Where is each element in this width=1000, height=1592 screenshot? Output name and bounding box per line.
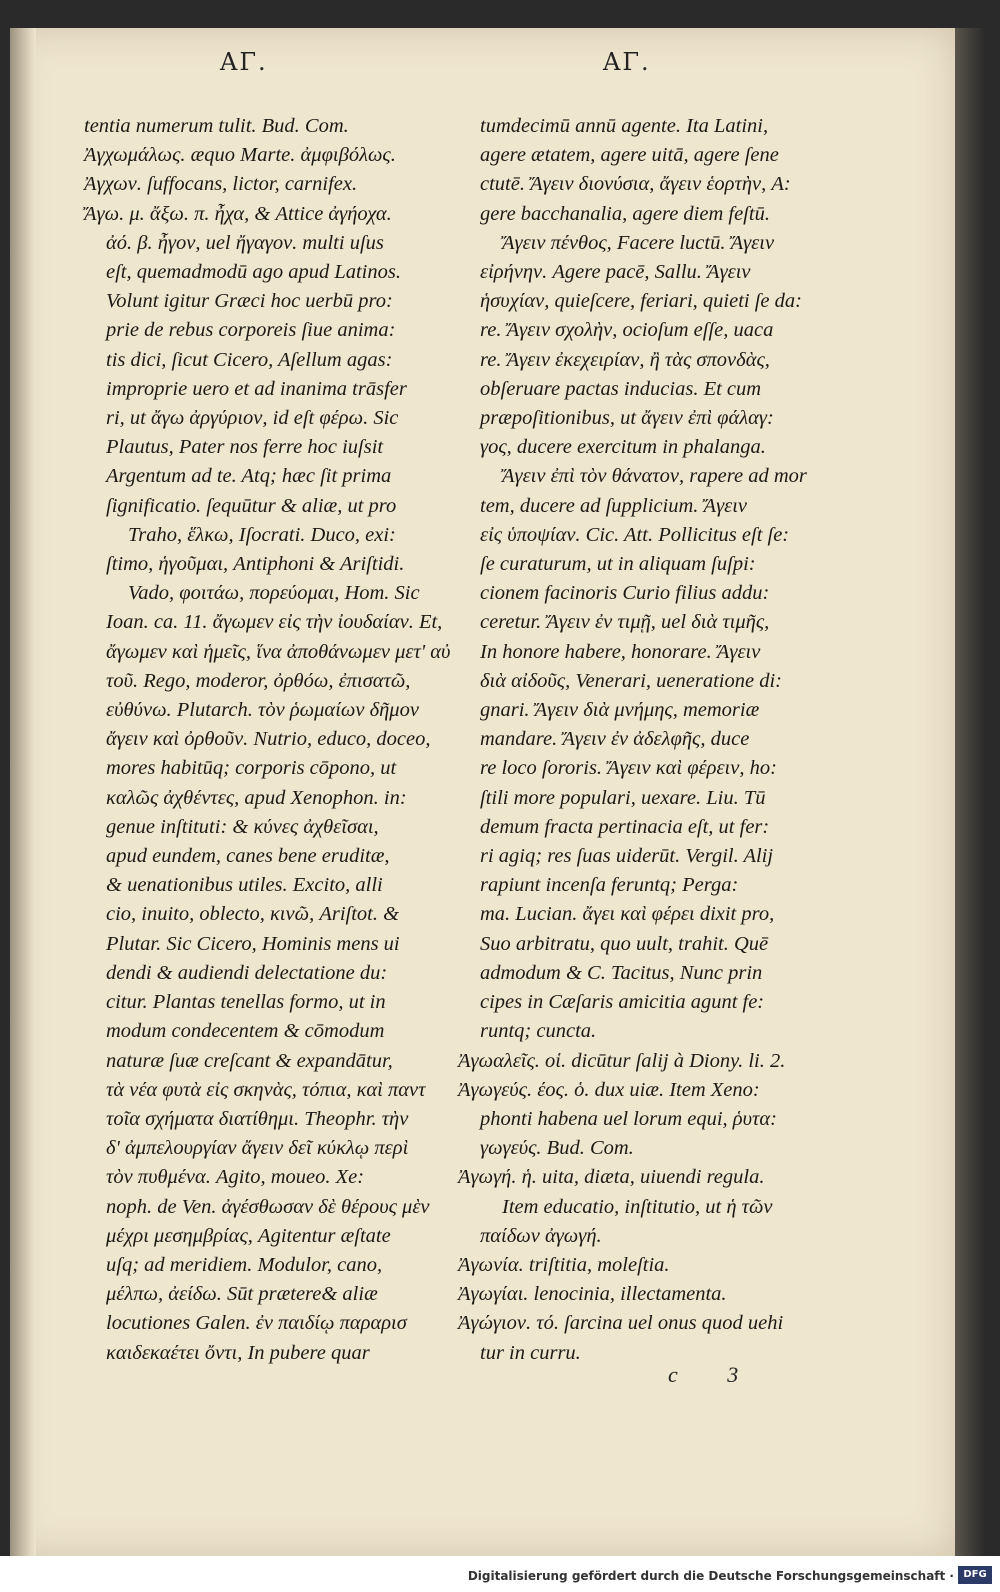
- text-line: Argentum ad te. Atq; hæc ſit prima: [106, 465, 392, 488]
- running-head-left: ΑΓ.: [220, 48, 268, 76]
- text-line: παίδων ἀγωγή.: [480, 1224, 602, 1247]
- text-line: naturæ ſuæ creſcant & expandātur,: [106, 1049, 393, 1072]
- text-line: modum condecentem & cōmodum: [106, 1020, 385, 1043]
- page-fold: [10, 28, 36, 1556]
- text-line: tem, ducere ad ſupplicium. Ἄγειν: [480, 494, 748, 517]
- text-line: mores habitūq; corporis cōpono, ut: [106, 757, 397, 780]
- text-line: cionem facinoris Curio filius addu:: [480, 582, 770, 605]
- text-line: Ἀγωαλεῖς. οἱ. dicūtur ſalij à Diony. li. 2.: [458, 1049, 786, 1072]
- text-line: admodum & C. Tacitus, Nunc prin: [480, 961, 763, 984]
- text-line: improprie uero et ad inanima trāsfer: [106, 377, 407, 400]
- text-line: τοῖα σχήματα διατίθημι. Theophr. τὴν: [106, 1107, 409, 1130]
- text-line: ἡσυχίαν, quieſcere, feriari, quieti ſe da:: [480, 290, 802, 313]
- text-line: runtq; cuncta.: [480, 1020, 597, 1043]
- text-line: In honore habere, honorare. Ἄγειν: [480, 640, 761, 663]
- text-line: Ἄγειν ἐπὶ τὸν θάνατον, rapere ad mor: [502, 465, 807, 488]
- text-line: locutiones Galen. ἐν παιδίῳ παραρισ: [106, 1312, 407, 1335]
- text-line: ſtimo, ἡγοῦμαι, Antiphoni & Ariſtidi.: [106, 553, 405, 576]
- text-line: εὐθύνω. Plutarch. τὸν ῥωμαίων δῆμον: [106, 699, 419, 722]
- text-line: δ' ἀμπελουργίαν ἄγειν δεῖ κύκλῳ περὶ: [106, 1137, 409, 1160]
- text-line: re. Ἄγειν ἐκεχειρίαν, ἢ τὰς σπονδὰς,: [480, 348, 770, 371]
- text-line: τοῦ. Rego, moderor, ὀρθόω, ἐπισατῶ,: [106, 669, 411, 692]
- signature-mark: c 3: [668, 1362, 761, 1387]
- text-line: Ἄγειν πένθος, Facere luctū. Ἄγειν: [502, 231, 775, 254]
- funding-note: Digitalisierung gefördert durch die Deutsche Forschungsgemeinschaft ·: [467, 1569, 954, 1583]
- text-line: tur in curru.: [480, 1341, 581, 1364]
- text-line: Ἄγω. μ. ἄξω. π. ἦχα, & Attice ἀγήοχα.: [84, 202, 392, 225]
- text-line: dendi & audiendi delectatione du:: [106, 961, 388, 984]
- text-line: prie de rebus corporeis ſiue anima:: [106, 319, 396, 342]
- text-line: eſt, quemadmodū ago apud Latinos.: [106, 261, 401, 284]
- text-line: præpoſitionibus, ut ἄγειν ἐπὶ φάλαγ:: [480, 407, 774, 430]
- text-line: cio, inuito, oblecto, κινῶ, Ariſtot. &: [106, 903, 400, 926]
- text-line: καλῶς ἀχθέντες, apud Xenophon. in:: [106, 786, 407, 809]
- text-line: Traho, ἕλκω, Iſocrati. Duco, exi:: [128, 523, 396, 546]
- text-line: Volunt igitur Græci hoc uerbū pro:: [106, 290, 393, 313]
- text-line: ἄγειν καὶ ὀρθοῦν. Nutrio, educo, doceo,: [106, 728, 431, 751]
- text-line: citur. Plantas tenellas formo, ut in: [106, 991, 386, 1014]
- text-line: εἰς ὑποψίαν. Cic. Att. Pollicitus eſt ſe:: [480, 523, 790, 546]
- text-line: τὸν πυθμένα. Agito, moueo. Xe:: [106, 1166, 365, 1189]
- text-line: tentia numerum tulit. Bud. Com.: [84, 115, 349, 137]
- text-line: ſignificatio. ſequūtur & aliæ, ut pro: [106, 494, 397, 517]
- text-line: rapiunt incenſa feruntq; Perga:: [480, 874, 739, 897]
- text-line: καιδεκαέτει ὄντι, In pubere quar: [106, 1341, 370, 1364]
- text-line: re. Ἄγειν σχολὴν, ocioſum eſſe, uaca: [480, 319, 774, 342]
- text-line: Ἀγχων. ſuffocans, lictor, carnifex.: [84, 173, 358, 196]
- text-line: γος, ducere exercitum in phalanga.: [480, 436, 766, 459]
- text-line: εἰρήνην. Agere pacē, Sallu. Ἄγειν: [480, 261, 751, 284]
- text-line: μέχρι μεσημβρίας, Agitentur æſtate: [106, 1224, 391, 1247]
- text-line: Ἀγωγίαι. lenocinia, illectamenta.: [458, 1283, 727, 1306]
- text-line: ma. Lucian. ἄγει καὶ φέρει dixit pro,: [480, 903, 775, 926]
- text-line: ri, ut ἄγω ἀργύριον, id eſt φέρω. Sic: [106, 407, 399, 430]
- text-line: ἄγωμεν καὶ ἡμεῖς, ἵνα ἀποθάνωμεν μετ' αὐ: [106, 640, 451, 663]
- text-line: gere bacchanalia, agere diem feſtū.: [480, 202, 770, 225]
- text-line: ſe curaturum, ut in aliquam ſuſpi:: [480, 553, 756, 576]
- text-line: ctutē. Ἄγειν διονύσια, ἄγειν ἑορτὴν, A:: [480, 173, 791, 196]
- text-line: γωγεύς. Bud. Com.: [480, 1137, 634, 1160]
- text-line: ri agiq; res ſuas uiderūt. Vergil. Alij: [480, 845, 774, 868]
- text-line: Ἀγχωμάλως. æquo Marte. ἀμφιβόλως.: [84, 144, 396, 167]
- text-line: Ἀγωγή. ἡ. uita, diæta, uiuendi regula.: [458, 1166, 765, 1189]
- text-line: re loco ſororis. Ἄγειν καὶ φέρειν, ho:: [480, 757, 777, 780]
- text-line: genue inſtituti: & κύνες ἀχθεῖσαι,: [106, 815, 379, 838]
- text-line: gnari. Ἄγειν διὰ μνήμης, memoriæ: [480, 699, 760, 722]
- text-line: Ἀγωγεύς. έος. ὁ. dux uiæ. Item Xeno:: [458, 1078, 760, 1101]
- text-line: Plautus, Pater nos ferre hoc iuſsit: [106, 436, 384, 459]
- right-column: [458, 112, 807, 1368]
- running-head-right: ΑΓ.: [603, 48, 651, 76]
- text-line: noph. de Ven. ἀγέσθωσαν δὲ θέρους μὲν: [106, 1195, 430, 1218]
- text-line: mandare. Ἄγειν ἐν ἀδελφῆς, duce: [480, 728, 750, 751]
- text-line: τὰ νέα φυτὰ εἰς σκηνὰς, τόπια, καὶ παντ: [106, 1078, 426, 1101]
- text-line: Ἀγωνία. triſtitia, moleſtia.: [458, 1253, 670, 1276]
- text-line: obſeruare pactas inducias. Et cum: [480, 377, 762, 400]
- text-line: uſq; ad meridiem. Modulor, cano,: [106, 1253, 383, 1276]
- text-line: Ioan. ca. 11. ἄγωμεν εἰς τὴν ἰουδαίαν. Et,: [106, 611, 443, 634]
- text-line: agere ætatem, agere uitā, agere ſene: [480, 144, 779, 167]
- text-line: tis dici, ſicut Cicero, Aſellum agas:: [106, 348, 393, 371]
- text-line: ceretur. Ἄγειν ἐν τιμῇ, uel διὰ τιμῆς,: [480, 611, 770, 634]
- footer-bar: [0, 1556, 1000, 1592]
- text-line: Suo arbitratu, quo uult, trahit. Quē: [480, 932, 769, 955]
- text-line: & uenationibus utiles. Excito, alli: [106, 874, 383, 897]
- text-line: cipes in Cæſaris amicitia agunt fe:: [480, 991, 765, 1014]
- text-line: μέλπω, ἀείδω. Sūt prætere& aliæ: [106, 1283, 378, 1306]
- left-column: [84, 112, 451, 1368]
- text-line: phonti habena uel lorum equi, ῥυτα:: [480, 1107, 777, 1130]
- text-line: apud eundem, canes bene eruditæ,: [106, 845, 390, 868]
- book-spine: [955, 28, 985, 1556]
- text-line: Vado, φοιτάω, πορεύομαι, Hom. Sic: [128, 582, 420, 605]
- text-line: Ἀγώγιον. τό. ſarcina uel onus quod uehi: [458, 1312, 784, 1335]
- text-line: ſtili more populari, uexare. Liu. Tū: [480, 786, 766, 809]
- text-line: Item educatio, inſtitutio, ut ἡ τῶν: [502, 1195, 773, 1218]
- text-line: ἀό. β. ἦγον, uel ἤγαγον. multi uſus: [106, 231, 384, 254]
- text-line: tumdecimū annū agente. Ita Latini,: [480, 115, 769, 137]
- text-line: διὰ αἰδοῦς, Venerari, ueneratione di:: [480, 669, 782, 692]
- dfg-logo: DFG: [958, 1566, 992, 1584]
- text-line: Plutar. Sic Cicero, Hominis mens ui: [106, 932, 400, 955]
- text-line: demum fracta pertinacia eſt, ut fer:: [480, 815, 770, 838]
